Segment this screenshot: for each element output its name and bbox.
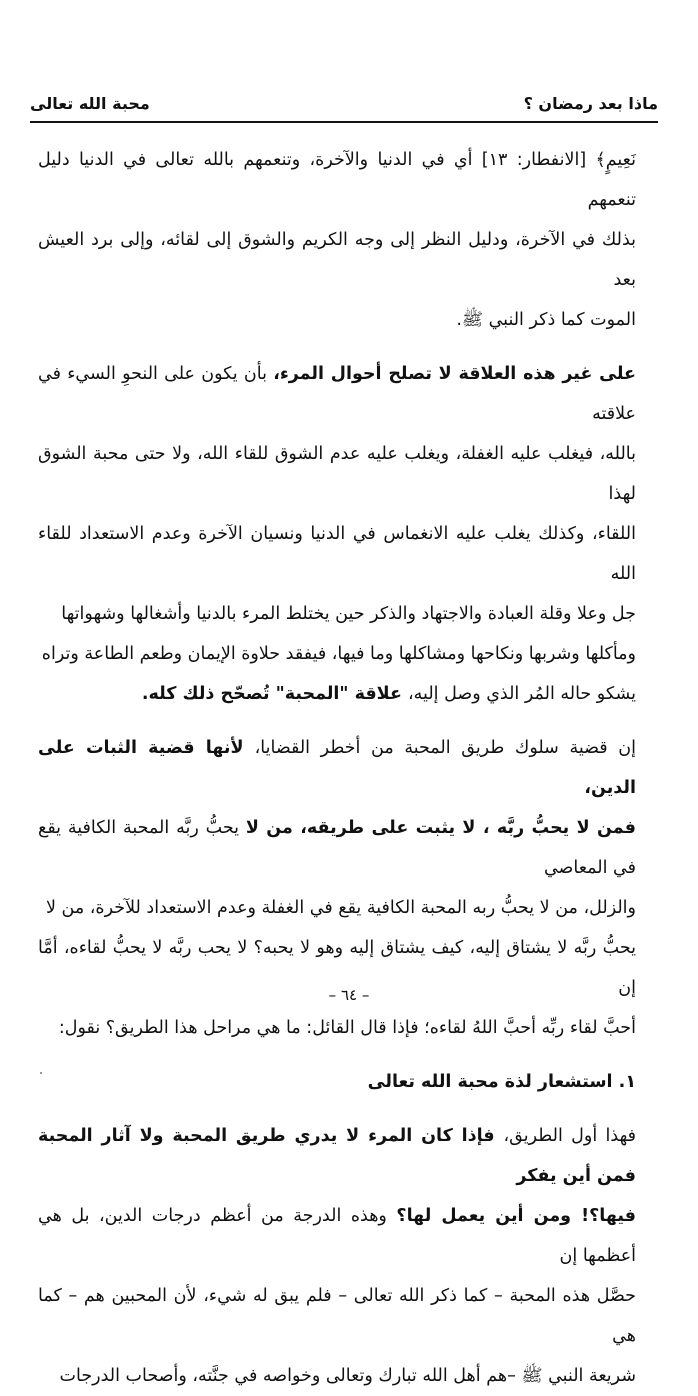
paragraph-line: بذلك في الآخرة، ودليل النظر إلى وجه الكريم والشوق إلى لقائه، وإلى برد العيش بعد [38, 230, 636, 290]
paragraph-line: شريعة النبي ﷺ –هم أهل الله تبارك وتعالى وخواصه في جنَّته، وأصحاب الدرجات [59, 1366, 636, 1386]
section-heading: ١. استشعار لذة محبة الله تعالى [367, 1072, 636, 1092]
header-divider [30, 121, 658, 123]
page-body [38, 140, 636, 1396]
paragraph-line: يشكو حاله المُر الذي وصل إليه، علاقة "المحبة" تُصحّح ذلك كله. [141, 684, 636, 704]
paragraph-line: جل وعلا وقلة العبادة والاجتهاد والذكر حين يختلط المرء بالدنيا وأشغالها وشهواتها [61, 604, 636, 624]
paragraph-line: الموت كما ذكر النبي ﷺ. [456, 310, 636, 330]
paragraph-line: حصَّل هذه المحبة – كما ذكر الله تعالى – فلم يبق له شيء، لأن المحبين هم – كما هي [38, 1286, 636, 1346]
page-number: – ٦٤ – [328, 986, 370, 1004]
paragraph-line: فمن لا يحبُّ ربَّه ، لا يثبت على طريقه، من لا يحبُّ ربَّه المحبة الكافية يقع في المعاصي [38, 818, 636, 878]
scan-speck [40, 1072, 42, 1074]
paragraph-line: بالله، فيغلب عليه الغفلة، ويغلب عليه عدم الشوق للقاء الله، ولا حتى محبة الشوق لهذا [38, 444, 636, 504]
paragraph-line: فيها؟! ومن أين يعمل لها؟ وهذه الدرجة من أعظم درجات الدين، بل هي أعظمها إن [38, 1206, 636, 1266]
paragraph-line: والزلل، من لا يحبُّ ربه المحبة الكافية يقع في الغفلة وعدم الاستعداد للآخرة، من لا [45, 898, 636, 918]
paragraph-line: نَعِيمٍ﴾ [الانفطار: ١٣] أي في الدنيا والآخرة، وتنعمهم بالله تعالى في الدنيا دليل تنعمهم [38, 150, 636, 210]
running-header [30, 86, 658, 120]
paragraph-line: اللقاء، وكذلك يغلب عليه الانغماس في الدنيا ونسيان الآخرة وعدم الاستعداد للقاء الله [38, 524, 636, 584]
paragraph-line: على غير هذه العلاقة لا تصلح أحوال المرء، بأن يكون على النحوِ السيء في علاقته [38, 364, 636, 424]
header-book-title: ماذا بعد رمضان ؟ [523, 93, 658, 113]
paragraph-line: إن قضية سلوك طريق المحبة من أخطر القضايا، لأنها قضية الثبات على الدين، [38, 738, 636, 798]
paragraph-line: فهذا أول الطريق، فإذا كان المرء لا يدري طريق المحبة ولا آثار المحبة فمن أين يفكر [38, 1126, 636, 1186]
paragraph-line: يحبُّ ربَّه لا يشتاق إليه، كيف يشتاق إليه وهو لا يحبه؟ لا يحب ربَّه لا يحبُّ لقاءه، أمَّا إن [38, 938, 636, 998]
header-chapter-title: محبة الله تعالى [30, 93, 150, 113]
paragraph-line: ومأكلها وشربها ونكاحها ومشاكلها وما فيها، فيفقد حلاوة الإيمان وطعم الطاعة وتراه [41, 644, 636, 664]
paragraph-line: أحبَّ لقاء ربِّه أحبَّ اللهُ لقاءه؛ فإذا قال القائل: ما هي مراحل هذا الطريق؟ نقول: [58, 1018, 636, 1038]
